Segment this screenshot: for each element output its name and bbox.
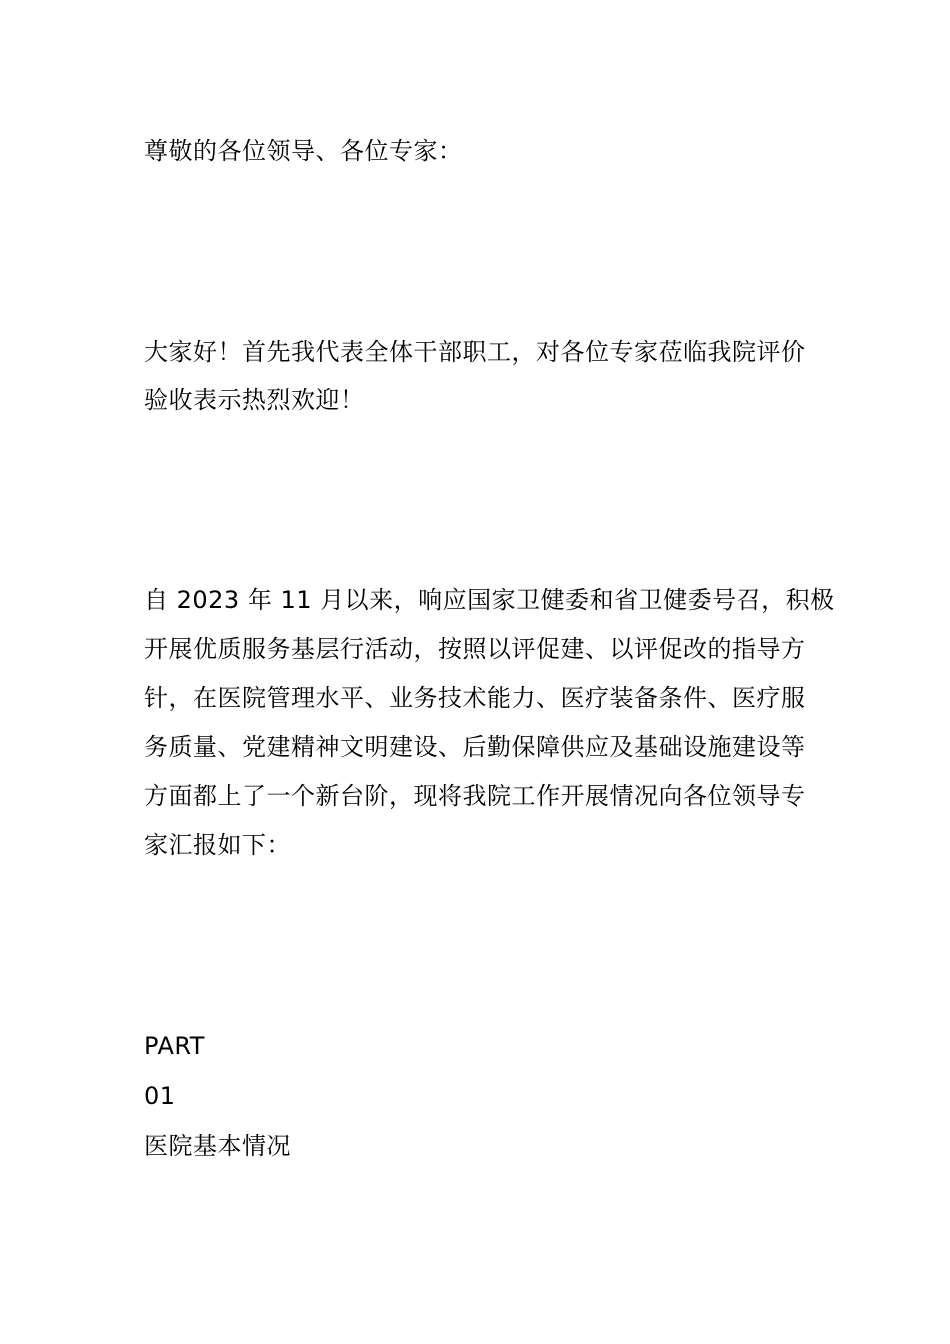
section-part-label: PART	[144, 1032, 205, 1060]
intro-line-6: 家汇报如下：	[144, 831, 291, 859]
greeting-line-2: 验收表示热烈欢迎！	[144, 386, 365, 414]
section-title: 医院基本情况	[144, 1132, 291, 1160]
intro-line-5: 方面都上了一个新台阶，现将我院工作开展情况向各位领导专	[144, 782, 806, 810]
intro-line-4: 务质量、党建精神文明建设、后勤保障供应及基础设施建设等	[144, 733, 806, 761]
intro-line-1: 自 2023 年 11 月以来，响应国家卫健委和省卫健委号召，积极	[144, 586, 835, 614]
intro-line-2: 开展优质服务基层行活动，按照以评促建、以评促改的指导方	[144, 635, 806, 663]
greeting-line-1: 大家好！首先我代表全体干部职工，对各位专家莅临我院评价	[144, 338, 806, 366]
intro-line-3: 针，在医院管理水平、业务技术能力、医疗装备条件、医疗服	[144, 684, 806, 712]
salutation: 尊敬的各位领导、各位专家：	[144, 137, 463, 165]
section-part-number: 01	[144, 1082, 176, 1110]
